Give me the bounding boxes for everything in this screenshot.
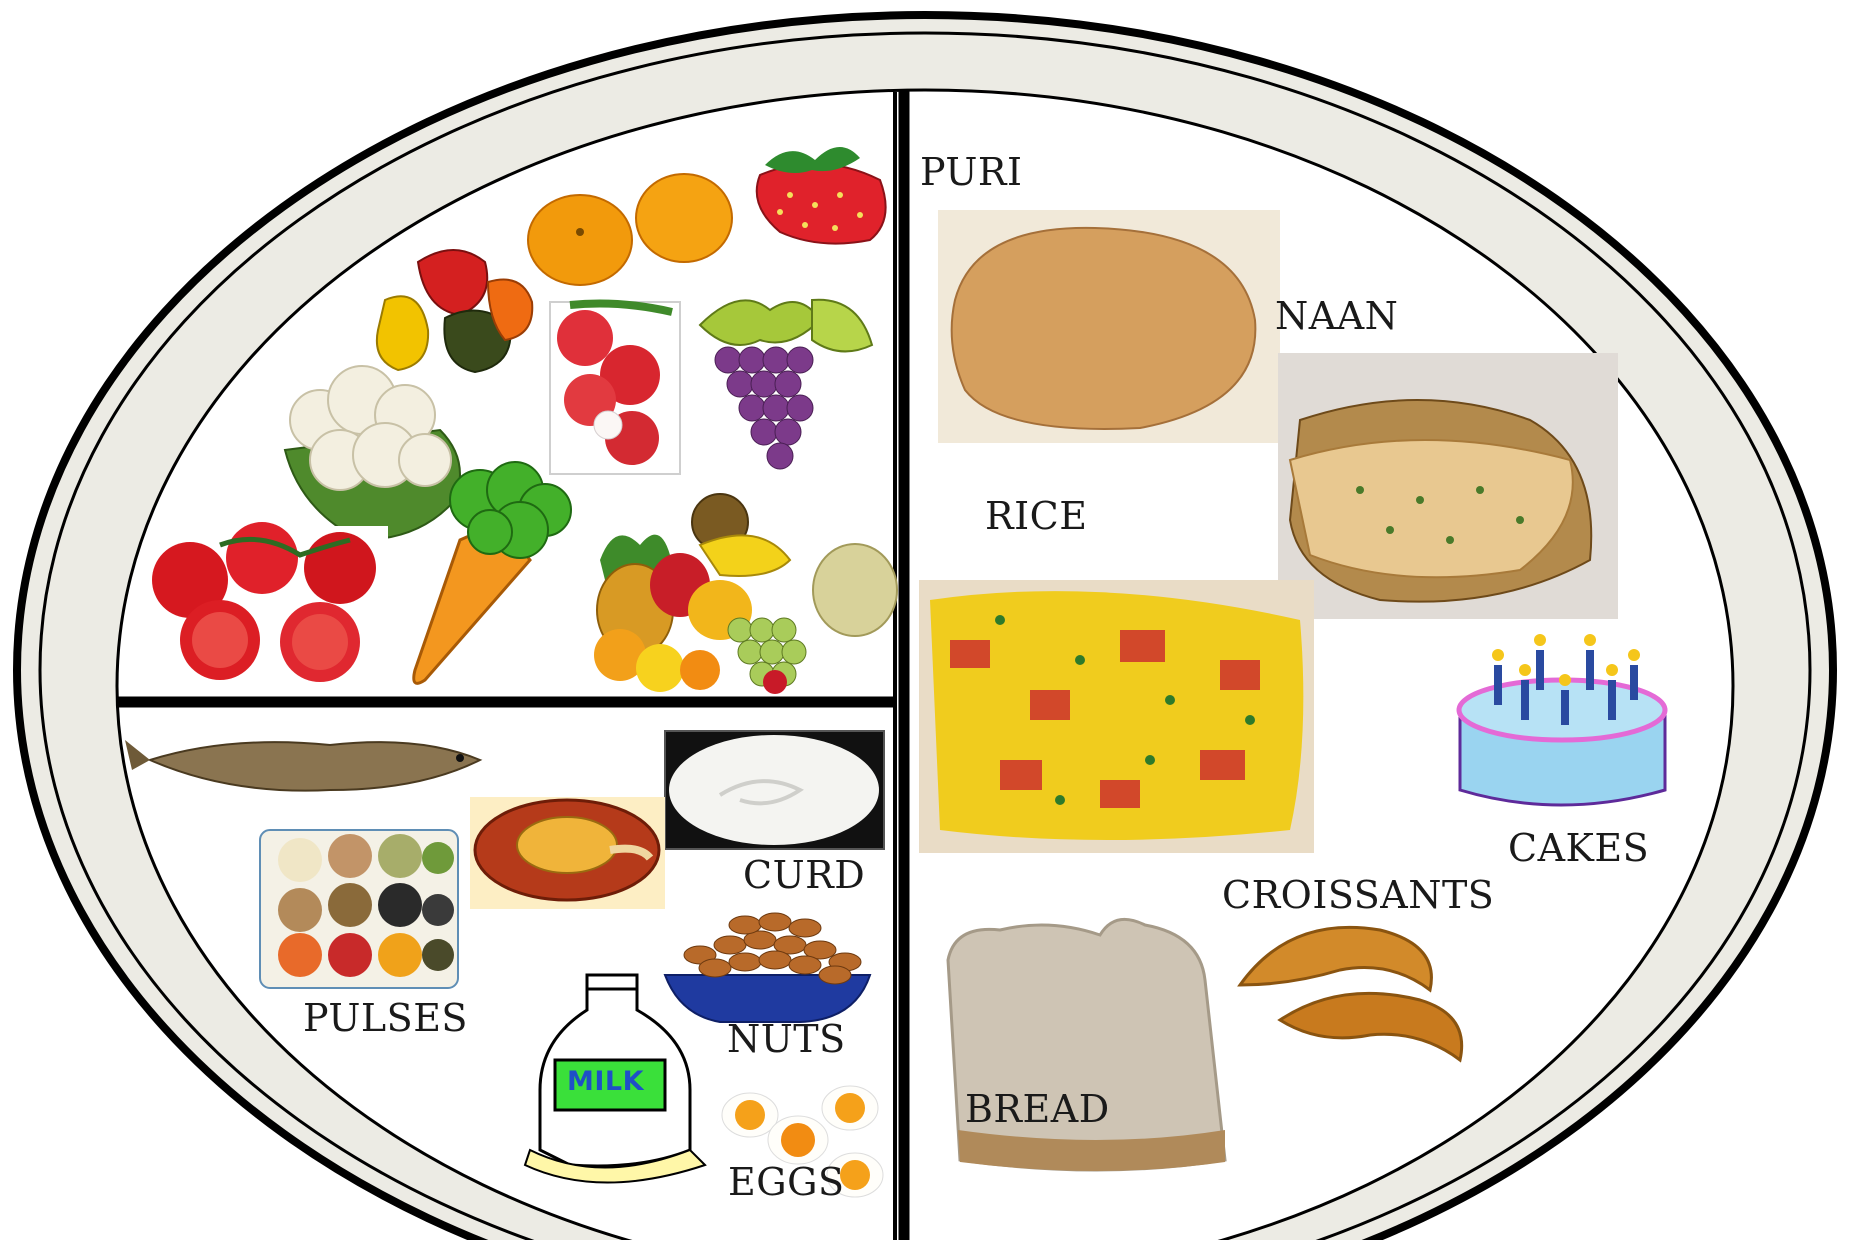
label-croissants: CROISSANTS [1222,873,1495,917]
label-puri: PURI [920,150,1023,194]
naan-icon [1278,353,1618,619]
label-nuts: NUTS [727,1017,846,1061]
label-rice: RICE [985,494,1088,538]
label-curd: CURD [743,853,866,897]
lychees-icon [550,302,680,474]
pulses-icon [260,830,458,988]
bread-icon [948,919,1225,1171]
label-milk: MILK [567,1066,645,1097]
tomatoes-icon [150,522,388,688]
rice-icon [919,580,1314,853]
label-cakes: CAKES [1508,826,1650,870]
chicken-icon [470,797,665,909]
label-bread: BREAD [965,1087,1110,1131]
puri-icon [938,210,1280,443]
label-pulses: PULSES [303,996,468,1040]
label-eggs: EGGS [728,1160,845,1204]
curd-icon [665,731,884,849]
label-naan: NAAN [1275,294,1399,338]
